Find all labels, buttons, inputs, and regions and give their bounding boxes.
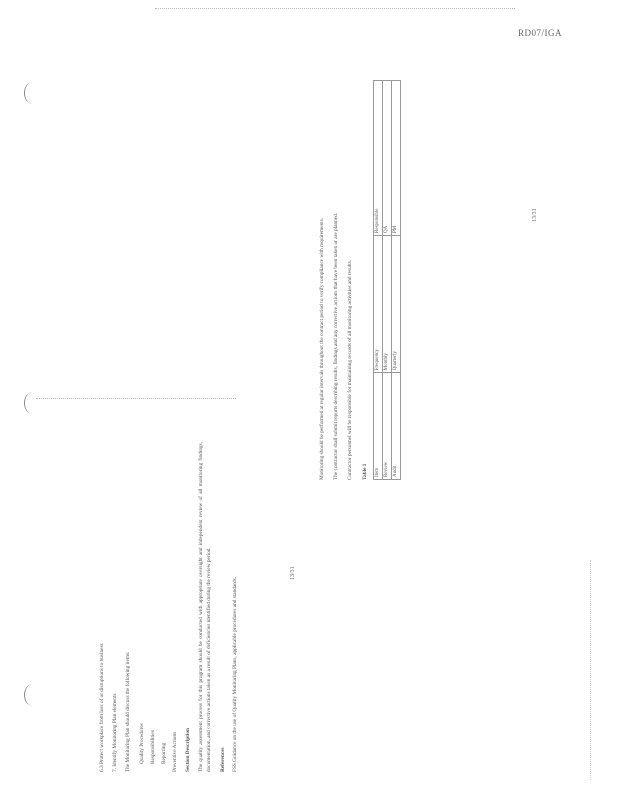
top-dotted-rule (155, 8, 515, 9)
left-page-number: 13/31 (290, 566, 296, 580)
punch-hole-mark-bottom (24, 684, 41, 706)
table-cell: Quarterly (392, 235, 401, 372)
body-paragraph: The contractor shall submit reports describing results, findings and any corrective actions that have been taken or are planned. (333, 212, 340, 480)
right-text-column (318, 80, 407, 480)
table-cell: Monthly (383, 235, 392, 372)
table-cell: PM (392, 81, 401, 236)
table-cell: Responsible (373, 81, 382, 236)
table-row (383, 81, 392, 480)
table-cell: Item (373, 373, 382, 480)
list-item: Quality Procedures (138, 723, 145, 764)
table-cell: Review (383, 373, 392, 480)
table-caption: Table 1 (361, 463, 368, 480)
document-id: RD07/IGA (518, 28, 562, 38)
references-heading: References (220, 747, 227, 772)
table-cell: Audit (392, 373, 401, 480)
data-table (373, 80, 402, 480)
list-item: 7. Identify Monitoring Plan elements (112, 693, 119, 772)
body-paragraph: The quality assessment process for this program should be conducted with appropriate oversight and independent review of all monitoring findings, documentation, and corrective actions taken as a result of deficiencies identified during the review period. (197, 442, 212, 772)
right-page-number: 13/31 (532, 208, 538, 222)
table-cell: Frequency (373, 235, 382, 372)
table-row (373, 81, 382, 480)
section-heading: Section Description (185, 728, 192, 772)
list-item: 6.3 Protect workplace from loss of or disruptions to business (99, 643, 105, 772)
references-paragraph: FSS Guidance on the use of Quality Monitoring Plans, applicable procedures and standards. (232, 576, 239, 772)
list-item: Responsibilities (149, 730, 156, 764)
punch-hole-mark-top (24, 82, 41, 104)
table-cell: QA (383, 81, 392, 236)
table-row (392, 81, 401, 480)
body-paragraph: Contractor personnel will be responsible for maintaining records of all monitoring activities and results. (347, 259, 354, 480)
body-paragraph: Monitoring should be performed at regular intervals throughout the contract period to verify compliance with requirements. (319, 217, 325, 480)
bottom-dotted-rule (590, 560, 591, 780)
punch-hole-mark-middle (24, 392, 41, 414)
left-text-column (98, 442, 245, 772)
list-item: The Monitoring Plan should discuss the following items: (125, 651, 132, 772)
list-item: Reporting (161, 742, 168, 764)
list-item: Preventive Actions (172, 731, 179, 772)
middle-dotted-rule (36, 398, 236, 399)
